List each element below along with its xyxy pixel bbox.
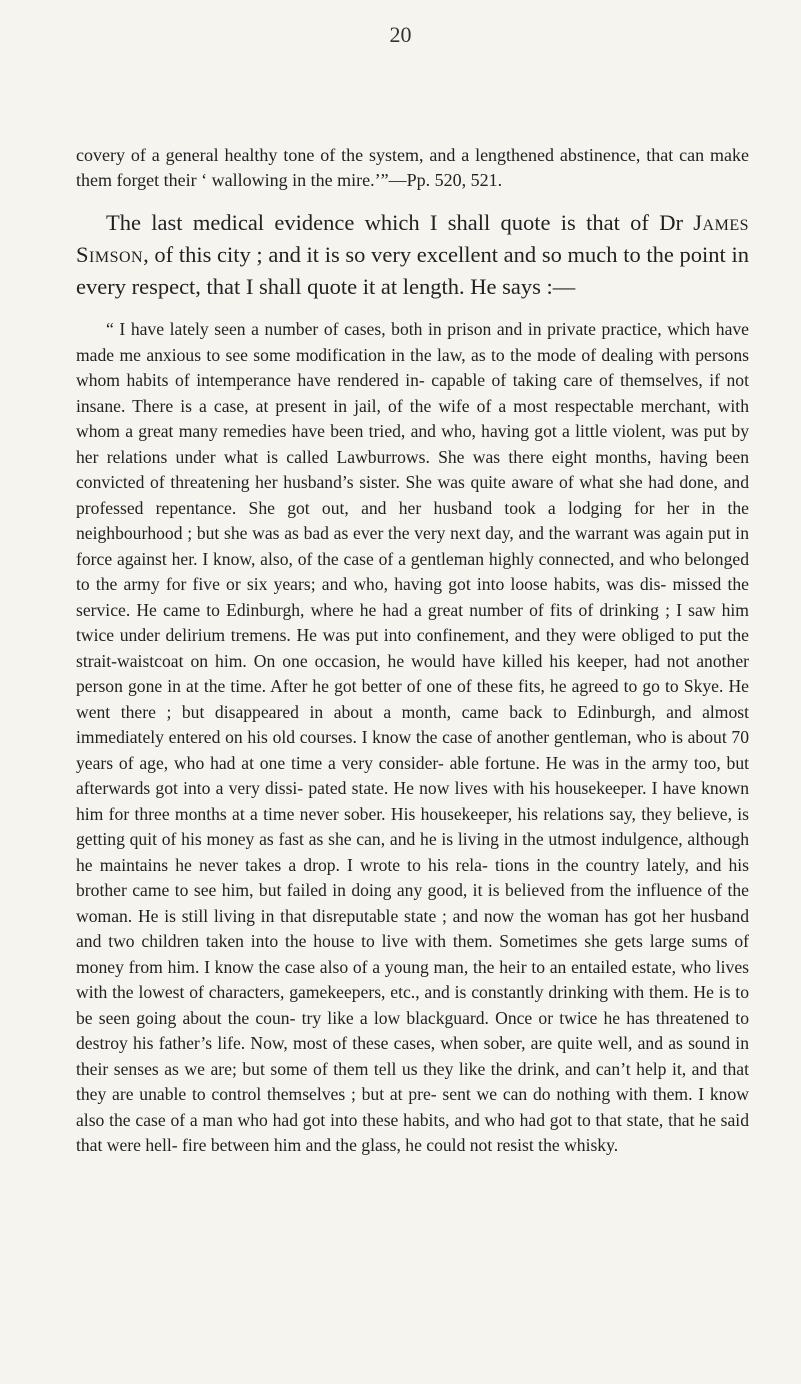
main-text-before-name: The last medical evidence which I shall quote is that of Dr [106,210,694,235]
continuation-paragraph: covery of a general healthy tone of the system, and a lengthened abstinence, that can make them forget their ‘ wallowing in the mire.’”—Pp. 520, 521. [76,145,749,190]
main-paragraph [76,207,749,303]
main-text-after-name: , of this city ; and it is so very excellent and so much to the point in every respect, that I shall quote it at length. He says :— [76,242,749,299]
quotation-paragraph: “ I have lately seen a number of cases, both in prison and in private practice, which have made me anxious to see some modification in the law, as to the mode of dealing with persons whom habits of intemperance have rendered in- capable of taking care of themselves, if not insane. There is a case, at present in jail, of the wife of a most respectable merchant, with whom a great many remedies have been tried, and who, having got a little violent, was put by her relations under what is called Lawburrows. She was there eight months, having been convicted of threatening her husband’s sister. She was quite aware of what she had done, and professed repentance. She got out, and her husband took a lodging for her in the neighbourhood ; but she was as bad as ever the very next day, and the warrant was again put in force against her. I know, also, of the case of a gentleman highly connected, and who belonged to the army for five or six years; and who, having got into loose habits, was dis- missed the service. He came to Edinburgh, where he had a great number of fits of drinking ; I saw him twice under delirium tremens. He was put into confinement, and they were obliged to put the strait-waistcoat on him. On one occasion, he would have killed his keeper, had not another person gone in at the time. After he got better of one of these fits, he agreed to go to Skye. He went there ; but disappeared in about a month, came back to Edinburgh, and almost immediately entered on his old courses. I know the case of another gentleman, who is about 70 years of age, who had at one time a very consider- able fortune. He was in the army too, but afterwards got into a very dissi- pated state. He now lives with his housekeeper. I have known him for three months at a time never sober. His housekeeper, his relations say, they believe, is getting quit of his money as fast as she can, and he is living in the utmost indulgence, although he maintains he never takes a drop. I wrote to his rela- tions in the country lately, and his brother came to see him, but failed in doing any good, it is believed from the influence of the woman. He is still living in that disreputable state ; and now the woman has got her husband and two children taken into the house to live with them. Sometimes she gets large sums of money from him. I know the case also of a young man, the heir to an entailed estate, who lives with the lowest of characters, gamekeepers, etc., and is constantly drinking with them. He is to be seen going about the coun- try like a low blackguard. Once or twice he has threatened to destroy his father’s life. Now, most of these cases, when sober, are quite well, and as sound in their senses as we are; but some of them tell us they like the drink, and can’t help it, and that they are unable to control themselves ; but at pre- sent we can do nothing with them. I know also the case of a man who had got into these habits, and who had got to that state, that he said that were hell- fire between him and the glass, he could not resist the whisky. [76,319,749,1155]
page-number: 20 [389,22,412,47]
author-name: James Simson [76,210,749,267]
